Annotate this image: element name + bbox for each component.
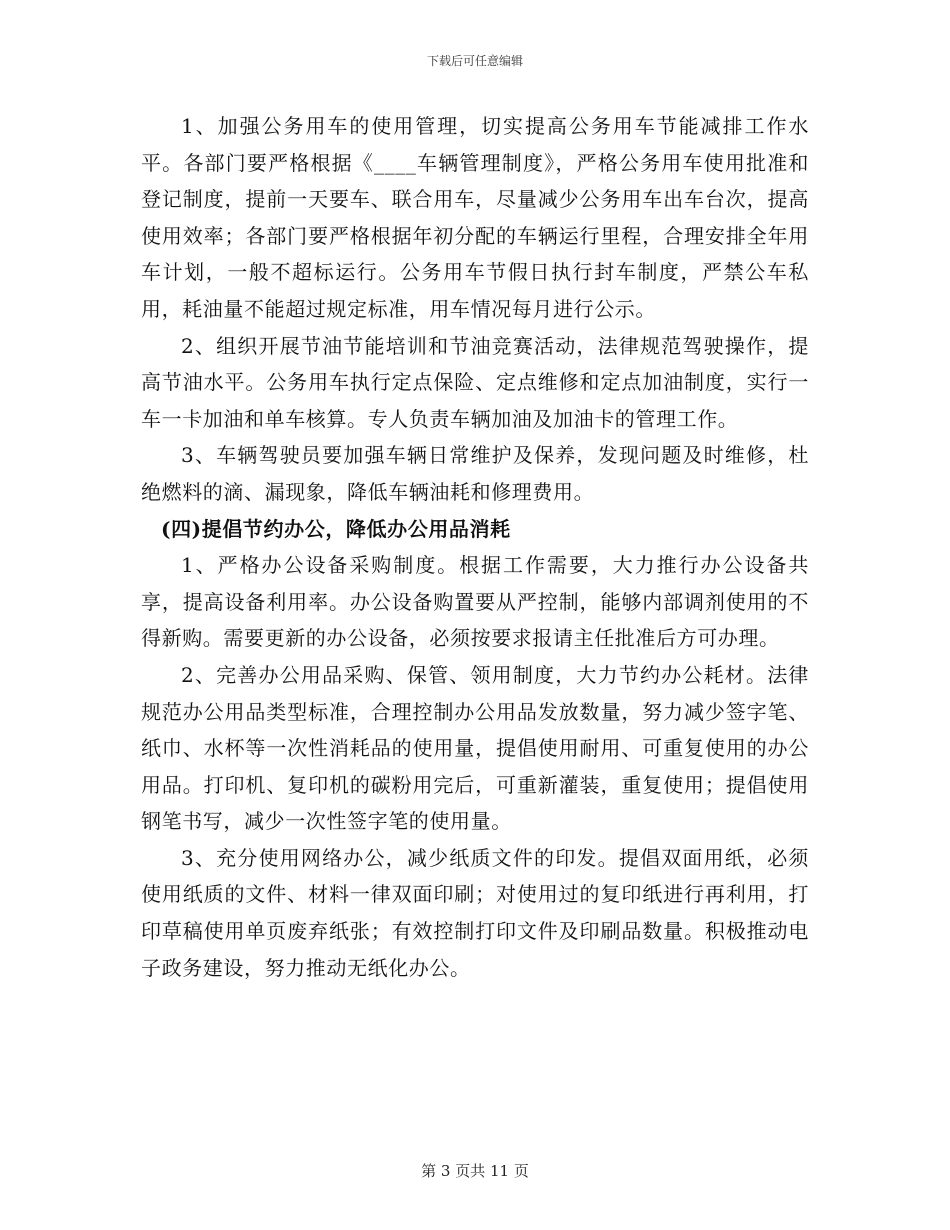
- paragraph-vehicle-maintenance: 3、车辆驾驶员要加强车辆日常维护及保养，发现问题及时维修，杜绝燃料的滴、漏现象，降低车辆油耗和修理费用。: [141, 443, 809, 504]
- document-body: [141, 108, 809, 986]
- page-number-footer: 第 3 页共 11 页: [421, 1162, 529, 1180]
- paragraph-paperless-office: 3、充分使用网络办公，减少纸质文件的印发。提倡双面用纸，必须使用纸质的文件、材料一律双面印刷；对使用过的复印纸进行再利用，打印草稿使用单页废弃纸张；有效控制打印文件及印刷品数量。积极推动电子政务建设，努力推动无纸化办公。: [141, 845, 809, 980]
- paragraph-fuel-saving-training: 2、组织开展节油节能培训和节油竞赛活动，法律规范驾驶操作，提高节油水平。公务用车执行定点保险、定点维修和定点加油制度，实行一车一卡加油和单车核算。专人负责车辆加油及加油卡的管理工作。: [141, 333, 809, 431]
- section-heading: (四)提倡节约办公，降低办公用品消耗: [161, 516, 511, 541]
- paragraph-vehicle-management: 1、加强公务用车的使用管理，切实提高公务用车节能减排工作水平。各部门要严格根据《____车辆管理制度》，严格公务用车使用批准和登记制度，提前一天要车、联合用车，尽量减少公务用车出车台次，提高使用效率；各部门要严格根据年初分配的车辆运行里程，合理安排全年用车计划，一般不超标运行。公务用车节假日执行封车制度，严禁公车私用，耗油量不能超过规定标准，用车情况每月进行公示。: [141, 114, 809, 321]
- page-header: 下载后可任意编辑: [426, 54, 523, 68]
- paragraph-equipment-procurement: 1、严格办公设备采购制度。根据工作需要，大力推行办公设备共享，提高设备利用率。办公设备购置要从严控制，能够内部调剂使用的不得新购。需要更新的办公设备，必须按要求报请主任批准后方可办理。: [141, 553, 809, 651]
- paragraph-office-supplies: 2、完善办公用品采购、保管、领用制度，大力节约办公耗材。法律规范办公用品类型标准，合理控制办公用品发放数量，努力减少签字笔、纸巾、水杯等一次性消耗品的使用量，提倡使用耐用、可重复使用的办公用品。打印机、复印机的碳粉用完后，可重新灌装，重复使用；提倡使用钢笔书写，减少一次性签字笔的使用量。: [141, 662, 809, 834]
